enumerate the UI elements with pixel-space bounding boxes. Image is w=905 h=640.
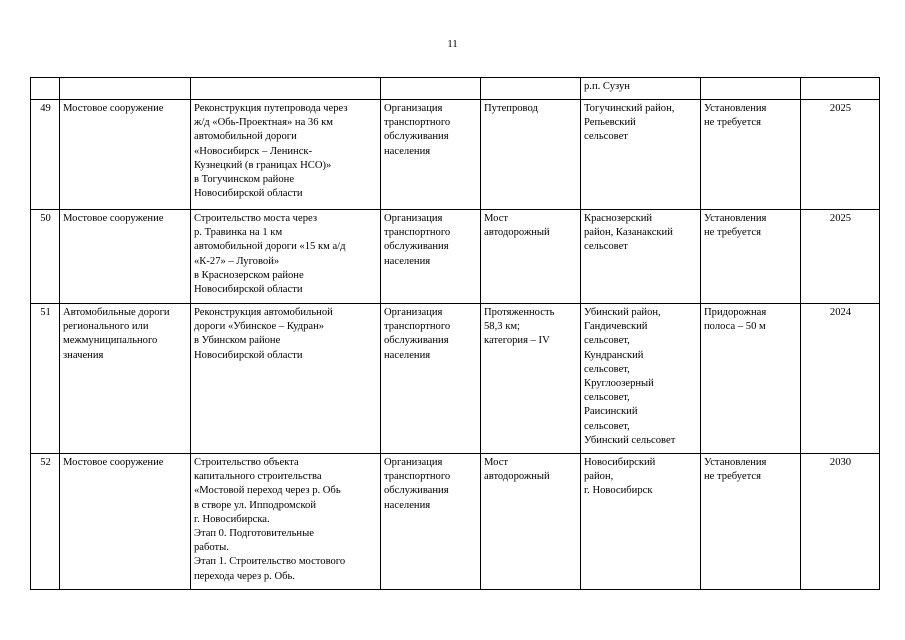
cell-type: Мостовое сооружение <box>60 454 191 590</box>
cell-zones <box>701 78 801 100</box>
cell-type <box>60 78 191 100</box>
cell-year: 2030 <box>801 454 880 590</box>
page-number: 11 <box>447 38 458 50</box>
cell-num <box>31 78 60 100</box>
cell-year: 2025 <box>801 100 880 210</box>
cell-type: Мостовое сооружение <box>60 100 191 210</box>
cell-zones: Установления не требуется <box>701 454 801 590</box>
cell-characteristics: Протяженность 58,3 км; категория – IV <box>481 304 581 454</box>
cell-location: Новосибирский район, г. Новосибирск <box>581 454 701 590</box>
cell-year: 2025 <box>801 210 880 304</box>
cell-purpose: Организация транспортного обслуживания населения <box>381 304 481 454</box>
cell-location: Краснозерский район, Казанакский сельсовет <box>581 210 701 304</box>
table-row <box>31 210 880 304</box>
table-row <box>31 100 880 210</box>
cell-characteristics: Мост автодорожный <box>481 454 581 590</box>
cell-name: Реконструкция автомобильной дороги «Убинское – Кудран» в Убинском районе Новосибирской области <box>191 304 381 454</box>
cell-location: Тогучинский район, Репьевский сельсовет <box>581 100 701 210</box>
objects-table <box>30 77 880 590</box>
cell-num: 52 <box>31 454 60 590</box>
cell-name: Строительство моста через р. Травинка на 1 км автомобильной дороги «15 км а/д «К-27» – Луговой» в Краснозерском районе Новосибирской области <box>191 210 381 304</box>
cell-num: 51 <box>31 304 60 454</box>
cell-purpose: Организация транспортного обслуживания населения <box>381 210 481 304</box>
cell-location: р.п. Сузун <box>581 78 701 100</box>
cell-name <box>191 78 381 100</box>
cell-characteristics: Путепровод <box>481 100 581 210</box>
cell-characteristics <box>481 78 581 100</box>
cell-zones: Придорожная полоса – 50 м <box>701 304 801 454</box>
table-row-continuation <box>31 78 880 100</box>
table-row <box>31 304 880 454</box>
cell-year: 2024 <box>801 304 880 454</box>
cell-num: 50 <box>31 210 60 304</box>
cell-zones: Установления не требуется <box>701 100 801 210</box>
cell-name: Строительство объекта капитального строительства «Мостовой переход через р. Обь в створе ул. Ипподромской г. Новосибирска. Этап 0. Подготовительные работы. Этап 1. Строительство мостового перехода через р. Обь. <box>191 454 381 590</box>
cell-location: Убинский район, Гандичевский сельсовет, Кундранский сельсовет, Круглоозерный сельсовет, Раисинский сельсовет, Убинский сельсовет <box>581 304 701 454</box>
cell-year <box>801 78 880 100</box>
cell-purpose <box>381 78 481 100</box>
cell-purpose: Организация транспортного обслуживания населения <box>381 100 481 210</box>
cell-type: Автомобильные дороги регионального или межмуниципального значения <box>60 304 191 454</box>
cell-type: Мостовое сооружение <box>60 210 191 304</box>
table-row <box>31 454 880 590</box>
cell-purpose: Организация транспортного обслуживания населения <box>381 454 481 590</box>
cell-characteristics: Мост автодорожный <box>481 210 581 304</box>
cell-zones: Установления не требуется <box>701 210 801 304</box>
cell-num: 49 <box>31 100 60 210</box>
cell-name: Реконструкция путепровода через ж/д «Обь-Проектная» на 36 км автомобильной дороги «Новосибирск – Ленинск- Кузнецкий (в границах НСО)» в Тогучинском районе Новосибирской области <box>191 100 381 210</box>
